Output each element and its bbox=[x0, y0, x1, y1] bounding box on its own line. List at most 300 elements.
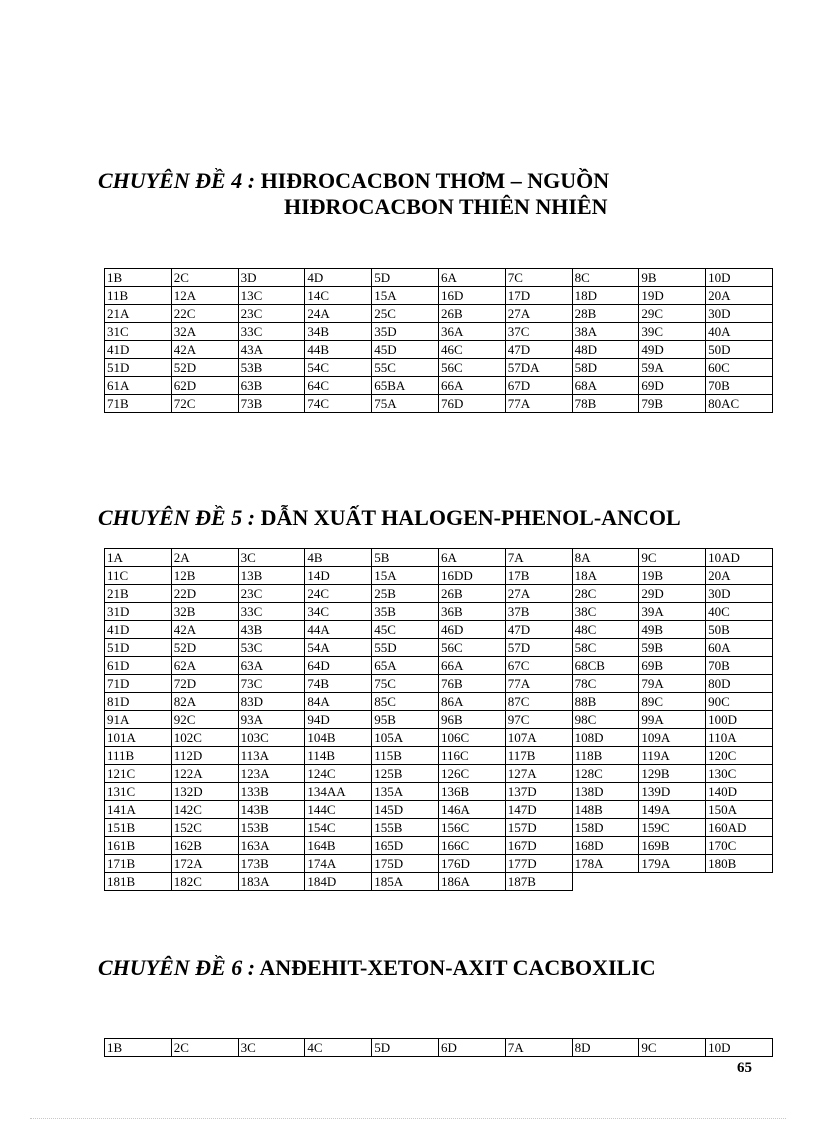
answer-cell: 49D bbox=[639, 341, 706, 359]
answer-cell: 180B bbox=[706, 855, 773, 873]
answer-cell: 31C bbox=[105, 323, 172, 341]
answer-cell: 78C bbox=[572, 675, 639, 693]
answer-cell: 151B bbox=[105, 819, 172, 837]
answer-cell: 114B bbox=[305, 747, 372, 765]
answer-cell: 63B bbox=[238, 377, 305, 395]
answer-cell: 25B bbox=[372, 585, 439, 603]
answer-cell: 20A bbox=[706, 287, 773, 305]
answer-cell: 44B bbox=[305, 341, 372, 359]
answer-cell: 24A bbox=[305, 305, 372, 323]
answer-cell: 116C bbox=[438, 747, 505, 765]
answer-cell: 51D bbox=[105, 359, 172, 377]
answer-cell: 66A bbox=[438, 657, 505, 675]
footer-divider bbox=[30, 1118, 786, 1119]
answer-cell: 100D bbox=[706, 711, 773, 729]
answer-cell: 30D bbox=[706, 585, 773, 603]
answer-cell: 101A bbox=[105, 729, 172, 747]
answer-row bbox=[105, 711, 773, 729]
answer-cell: 173B bbox=[238, 855, 305, 873]
answer-cell: 77A bbox=[505, 675, 572, 693]
answer-cell: 187B bbox=[505, 873, 572, 891]
answer-cell: 106C bbox=[438, 729, 505, 747]
answer-cell: 42A bbox=[171, 621, 238, 639]
answer-cell: 29D bbox=[639, 585, 706, 603]
answer-cell: 21B bbox=[105, 585, 172, 603]
answer-cell: 88B bbox=[572, 693, 639, 711]
answer-cell: 74B bbox=[305, 675, 372, 693]
answer-cell: 181B bbox=[105, 873, 172, 891]
answer-cell: 123A bbox=[238, 765, 305, 783]
answer-cell: 32A bbox=[171, 323, 238, 341]
answer-cell: 65A bbox=[372, 657, 439, 675]
answer-cell: 162B bbox=[171, 837, 238, 855]
answer-cell: 70B bbox=[706, 377, 773, 395]
answer-cell: 139D bbox=[639, 783, 706, 801]
answer-row bbox=[105, 359, 773, 377]
answer-cell: 62A bbox=[171, 657, 238, 675]
answer-cell: 19D bbox=[639, 287, 706, 305]
answer-cell: 79A bbox=[639, 675, 706, 693]
answer-cell: 146A bbox=[438, 801, 505, 819]
answer-cell: 44A bbox=[305, 621, 372, 639]
answer-cell: 37C bbox=[505, 323, 572, 341]
answer-row bbox=[105, 747, 773, 765]
answer-cell: 38C bbox=[572, 603, 639, 621]
answer-cell: 64D bbox=[305, 657, 372, 675]
answer-cell: 22D bbox=[171, 585, 238, 603]
answer-cell: 8D bbox=[572, 1039, 639, 1057]
answer-cell: 91A bbox=[105, 711, 172, 729]
answer-row bbox=[105, 269, 773, 287]
answer-cell: 158D bbox=[572, 819, 639, 837]
answer-cell: 28C bbox=[572, 585, 639, 603]
answer-cell: 52D bbox=[171, 639, 238, 657]
answer-cell: 77A bbox=[505, 395, 572, 413]
answer-cell: 121C bbox=[105, 765, 172, 783]
answer-cell: 165D bbox=[372, 837, 439, 855]
answer-cell: 175D bbox=[372, 855, 439, 873]
answer-row bbox=[105, 395, 773, 413]
answer-cell: 40C bbox=[706, 603, 773, 621]
answer-cell: 182C bbox=[171, 873, 238, 891]
answer-cell: 137D bbox=[505, 783, 572, 801]
answer-cell: 23C bbox=[238, 585, 305, 603]
answer-cell: 4D bbox=[305, 269, 372, 287]
section-4-answer-table bbox=[104, 268, 773, 413]
answer-row bbox=[105, 549, 773, 567]
answer-cell: 18A bbox=[572, 567, 639, 585]
answer-cell: 16D bbox=[438, 287, 505, 305]
answer-cell: 55C bbox=[372, 359, 439, 377]
page-number: 65 bbox=[737, 1060, 752, 1076]
answer-row bbox=[105, 819, 773, 837]
section-6-answer-table bbox=[104, 1038, 773, 1057]
answer-cell: 34C bbox=[305, 603, 372, 621]
answer-cell: 51D bbox=[105, 639, 172, 657]
answer-cell: 128C bbox=[572, 765, 639, 783]
empty-cell bbox=[706, 873, 773, 891]
answer-cell: 80D bbox=[706, 675, 773, 693]
answer-cell: 10D bbox=[706, 1039, 773, 1057]
answer-cell: 122A bbox=[171, 765, 238, 783]
answer-cell: 161B bbox=[105, 837, 172, 855]
answer-cell: 6A bbox=[438, 269, 505, 287]
section-6-label: CHUYÊN ĐỀ 6 : bbox=[98, 955, 256, 980]
answer-cell: 18D bbox=[572, 287, 639, 305]
answer-cell: 184D bbox=[305, 873, 372, 891]
answer-cell: 43A bbox=[238, 341, 305, 359]
answer-cell: 3D bbox=[238, 269, 305, 287]
answer-cell: 74C bbox=[305, 395, 372, 413]
answer-row bbox=[105, 567, 773, 585]
answer-cell: 27A bbox=[505, 585, 572, 603]
answer-cell: 8A bbox=[572, 549, 639, 567]
answer-cell: 108D bbox=[572, 729, 639, 747]
answer-cell: 86A bbox=[438, 693, 505, 711]
section-4-title-line2: HIĐROCACBON THIÊN NHIÊN bbox=[284, 194, 608, 219]
answer-cell: 136B bbox=[438, 783, 505, 801]
answer-cell: 67D bbox=[505, 377, 572, 395]
answer-cell: 71B bbox=[105, 395, 172, 413]
answer-cell: 176D bbox=[438, 855, 505, 873]
answer-cell: 19B bbox=[639, 567, 706, 585]
answer-cell: 129B bbox=[639, 765, 706, 783]
answer-cell: 13B bbox=[238, 567, 305, 585]
answer-cell: 138D bbox=[572, 783, 639, 801]
answer-cell: 142C bbox=[171, 801, 238, 819]
answer-cell: 154C bbox=[305, 819, 372, 837]
answer-cell: 124C bbox=[305, 765, 372, 783]
answer-cell: 99A bbox=[639, 711, 706, 729]
answer-cell: 7A bbox=[505, 549, 572, 567]
answer-cell: 5B bbox=[372, 549, 439, 567]
answer-cell: 97C bbox=[505, 711, 572, 729]
answer-cell: 63A bbox=[238, 657, 305, 675]
answer-cell: 55D bbox=[372, 639, 439, 657]
answer-cell: 130C bbox=[706, 765, 773, 783]
answer-cell: 79B bbox=[639, 395, 706, 413]
answer-cell: 39C bbox=[639, 323, 706, 341]
section-4-label: CHUYÊN ĐỀ 4 : bbox=[98, 168, 256, 193]
answer-cell: 104B bbox=[305, 729, 372, 747]
answer-cell: 147D bbox=[505, 801, 572, 819]
answer-cell: 76D bbox=[438, 395, 505, 413]
answer-cell: 65BA bbox=[372, 377, 439, 395]
answer-cell: 17D bbox=[505, 287, 572, 305]
answer-cell: 127A bbox=[505, 765, 572, 783]
answer-cell: 155B bbox=[372, 819, 439, 837]
answer-cell: 73C bbox=[238, 675, 305, 693]
answer-row bbox=[105, 675, 773, 693]
answer-cell: 163A bbox=[238, 837, 305, 855]
answer-cell: 7A bbox=[505, 1039, 572, 1057]
answer-cell: 59B bbox=[639, 639, 706, 657]
answer-cell: 31D bbox=[105, 603, 172, 621]
answer-row bbox=[105, 639, 773, 657]
answer-cell: 22C bbox=[171, 305, 238, 323]
answer-row bbox=[105, 1039, 773, 1057]
answer-cell: 109A bbox=[639, 729, 706, 747]
answer-cell: 41D bbox=[105, 341, 172, 359]
answer-cell: 94D bbox=[305, 711, 372, 729]
answer-cell: 46C bbox=[438, 341, 505, 359]
section-5-label: CHUYÊN ĐỀ 5 : bbox=[98, 505, 256, 530]
answer-cell: 25C bbox=[372, 305, 439, 323]
answer-cell: 15A bbox=[372, 287, 439, 305]
answer-cell: 49B bbox=[639, 621, 706, 639]
answer-cell: 157D bbox=[505, 819, 572, 837]
answer-cell: 58C bbox=[572, 639, 639, 657]
answer-cell: 15A bbox=[372, 567, 439, 585]
empty-cell bbox=[572, 873, 639, 891]
answer-cell: 32B bbox=[171, 603, 238, 621]
answer-cell: 90C bbox=[706, 693, 773, 711]
answer-cell: 179A bbox=[639, 855, 706, 873]
answer-cell: 20A bbox=[706, 567, 773, 585]
answer-row bbox=[105, 837, 773, 855]
answer-cell: 85C bbox=[372, 693, 439, 711]
answer-cell: 117B bbox=[505, 747, 572, 765]
answer-cell: 141A bbox=[105, 801, 172, 819]
answer-cell: 53B bbox=[238, 359, 305, 377]
answer-cell: 69B bbox=[639, 657, 706, 675]
answer-cell: 119A bbox=[639, 747, 706, 765]
answer-cell: 164B bbox=[305, 837, 372, 855]
answer-cell: 45D bbox=[372, 341, 439, 359]
answer-cell: 11B bbox=[105, 287, 172, 305]
answer-cell: 105A bbox=[372, 729, 439, 747]
answer-cell: 47D bbox=[505, 621, 572, 639]
answer-cell: 54C bbox=[305, 359, 372, 377]
answer-row bbox=[105, 783, 773, 801]
answer-cell: 168D bbox=[572, 837, 639, 855]
answer-cell: 126C bbox=[438, 765, 505, 783]
answer-cell: 34B bbox=[305, 323, 372, 341]
answer-cell: 84A bbox=[305, 693, 372, 711]
answer-row bbox=[105, 729, 773, 747]
answer-cell: 7C bbox=[505, 269, 572, 287]
answer-cell: 59A bbox=[639, 359, 706, 377]
answer-cell: 41D bbox=[105, 621, 172, 639]
answer-cell: 38A bbox=[572, 323, 639, 341]
answer-cell: 16DD bbox=[438, 567, 505, 585]
answer-cell: 89C bbox=[639, 693, 706, 711]
answer-cell: 21A bbox=[105, 305, 172, 323]
answer-row bbox=[105, 585, 773, 603]
answer-cell: 160AD bbox=[706, 819, 773, 837]
answer-cell: 56C bbox=[438, 359, 505, 377]
answer-cell: 9B bbox=[639, 269, 706, 287]
answer-cell: 3C bbox=[238, 1039, 305, 1057]
answer-cell: 5D bbox=[372, 269, 439, 287]
answer-cell: 75A bbox=[372, 395, 439, 413]
answer-cell: 40A bbox=[706, 323, 773, 341]
answer-cell: 6A bbox=[438, 549, 505, 567]
answer-cell: 1B bbox=[105, 1039, 172, 1057]
answer-cell: 102C bbox=[171, 729, 238, 747]
answer-cell: 134AA bbox=[305, 783, 372, 801]
answer-cell: 54A bbox=[305, 639, 372, 657]
section-4-heading bbox=[98, 168, 609, 220]
answer-cell: 87C bbox=[505, 693, 572, 711]
answer-cell: 53C bbox=[238, 639, 305, 657]
answer-row bbox=[105, 873, 773, 891]
answer-cell: 145D bbox=[372, 801, 439, 819]
section-6-heading bbox=[98, 955, 656, 981]
answer-cell: 50B bbox=[706, 621, 773, 639]
answer-cell: 36B bbox=[438, 603, 505, 621]
answer-cell: 166C bbox=[438, 837, 505, 855]
section-5-answer-table bbox=[104, 548, 773, 891]
answer-cell: 67C bbox=[505, 657, 572, 675]
answer-cell: 171B bbox=[105, 855, 172, 873]
answer-cell: 135A bbox=[372, 783, 439, 801]
answer-cell: 12A bbox=[171, 287, 238, 305]
answer-cell: 23C bbox=[238, 305, 305, 323]
answer-cell: 72C bbox=[171, 395, 238, 413]
answer-cell: 17B bbox=[505, 567, 572, 585]
answer-row bbox=[105, 341, 773, 359]
answer-cell: 39A bbox=[639, 603, 706, 621]
answer-cell: 2C bbox=[171, 269, 238, 287]
answer-cell: 60A bbox=[706, 639, 773, 657]
answer-cell: 153B bbox=[238, 819, 305, 837]
answer-cell: 103C bbox=[238, 729, 305, 747]
answer-cell: 177D bbox=[505, 855, 572, 873]
answer-cell: 60C bbox=[706, 359, 773, 377]
answer-row bbox=[105, 323, 773, 341]
answer-cell: 66A bbox=[438, 377, 505, 395]
answer-cell: 95B bbox=[372, 711, 439, 729]
answer-cell: 81D bbox=[105, 693, 172, 711]
answer-cell: 107A bbox=[505, 729, 572, 747]
answer-cell: 111B bbox=[105, 747, 172, 765]
answer-cell: 82A bbox=[171, 693, 238, 711]
answer-cell: 14C bbox=[305, 287, 372, 305]
answer-cell: 152C bbox=[171, 819, 238, 837]
answer-cell: 61A bbox=[105, 377, 172, 395]
answer-row bbox=[105, 657, 773, 675]
answer-row bbox=[105, 855, 773, 873]
answer-cell: 4B bbox=[305, 549, 372, 567]
answer-cell: 37B bbox=[505, 603, 572, 621]
answer-cell: 115B bbox=[372, 747, 439, 765]
answer-cell: 48C bbox=[572, 621, 639, 639]
answer-cell: 35B bbox=[372, 603, 439, 621]
answer-cell: 3C bbox=[238, 549, 305, 567]
answer-cell: 46D bbox=[438, 621, 505, 639]
answer-cell: 57D bbox=[505, 639, 572, 657]
answer-cell: 9C bbox=[639, 549, 706, 567]
answer-cell: 76B bbox=[438, 675, 505, 693]
answer-cell: 120C bbox=[706, 747, 773, 765]
answer-cell: 36A bbox=[438, 323, 505, 341]
answer-cell: 143B bbox=[238, 801, 305, 819]
answer-cell: 5D bbox=[372, 1039, 439, 1057]
answer-cell: 93A bbox=[238, 711, 305, 729]
answer-cell: 8C bbox=[572, 269, 639, 287]
answer-cell: 29C bbox=[639, 305, 706, 323]
answer-cell: 42A bbox=[171, 341, 238, 359]
answer-cell: 132D bbox=[171, 783, 238, 801]
answer-cell: 186A bbox=[438, 873, 505, 891]
answer-cell: 6D bbox=[438, 1039, 505, 1057]
answer-row bbox=[105, 603, 773, 621]
answer-cell: 26B bbox=[438, 585, 505, 603]
answer-cell: 33C bbox=[238, 323, 305, 341]
answer-cell: 2C bbox=[171, 1039, 238, 1057]
answer-cell: 144C bbox=[305, 801, 372, 819]
answer-cell: 80AC bbox=[706, 395, 773, 413]
answer-cell: 14D bbox=[305, 567, 372, 585]
answer-row bbox=[105, 693, 773, 711]
answer-cell: 125B bbox=[372, 765, 439, 783]
answer-cell: 10D bbox=[706, 269, 773, 287]
answer-cell: 68A bbox=[572, 377, 639, 395]
answer-cell: 174A bbox=[305, 855, 372, 873]
answer-cell: 33C bbox=[238, 603, 305, 621]
answer-cell: 156C bbox=[438, 819, 505, 837]
section-4-title-line1: HIĐROCACBON THƠM – NGUỒN bbox=[260, 168, 610, 193]
answer-cell: 24C bbox=[305, 585, 372, 603]
answer-cell: 1B bbox=[105, 269, 172, 287]
answer-cell: 45C bbox=[372, 621, 439, 639]
answer-cell: 131C bbox=[105, 783, 172, 801]
answer-cell: 11C bbox=[105, 567, 172, 585]
answer-cell: 167D bbox=[505, 837, 572, 855]
answer-cell: 150A bbox=[706, 801, 773, 819]
answer-cell: 2A bbox=[171, 549, 238, 567]
answer-cell: 13C bbox=[238, 287, 305, 305]
answer-cell: 58D bbox=[572, 359, 639, 377]
answer-cell: 27A bbox=[505, 305, 572, 323]
answer-cell: 1A bbox=[105, 549, 172, 567]
answer-cell: 133B bbox=[238, 783, 305, 801]
answer-cell: 110A bbox=[706, 729, 773, 747]
answer-cell: 43B bbox=[238, 621, 305, 639]
answer-cell: 28B bbox=[572, 305, 639, 323]
answer-cell: 10AD bbox=[706, 549, 773, 567]
answer-cell: 170C bbox=[706, 837, 773, 855]
answer-cell: 35D bbox=[372, 323, 439, 341]
answer-cell: 185A bbox=[372, 873, 439, 891]
answer-cell: 70B bbox=[706, 657, 773, 675]
answer-cell: 61D bbox=[105, 657, 172, 675]
answer-cell: 92C bbox=[171, 711, 238, 729]
section-5-heading bbox=[98, 505, 681, 531]
answer-cell: 73B bbox=[238, 395, 305, 413]
answer-cell: 78B bbox=[572, 395, 639, 413]
answer-cell: 140D bbox=[706, 783, 773, 801]
answer-cell: 148B bbox=[572, 801, 639, 819]
answer-row bbox=[105, 377, 773, 395]
answer-cell: 26B bbox=[438, 305, 505, 323]
answer-cell: 62D bbox=[171, 377, 238, 395]
empty-cell bbox=[639, 873, 706, 891]
answer-cell: 75C bbox=[372, 675, 439, 693]
answer-cell: 64C bbox=[305, 377, 372, 395]
answer-cell: 169B bbox=[639, 837, 706, 855]
answer-cell: 72D bbox=[171, 675, 238, 693]
section-6-title: ANĐEHIT-XETON-AXIT CACBOXILIC bbox=[259, 955, 656, 980]
answer-cell: 68CB bbox=[572, 657, 639, 675]
answer-cell: 98C bbox=[572, 711, 639, 729]
answer-cell: 96B bbox=[438, 711, 505, 729]
answer-cell: 83D bbox=[238, 693, 305, 711]
answer-cell: 52D bbox=[171, 359, 238, 377]
answer-row bbox=[105, 621, 773, 639]
answer-row bbox=[105, 765, 773, 783]
